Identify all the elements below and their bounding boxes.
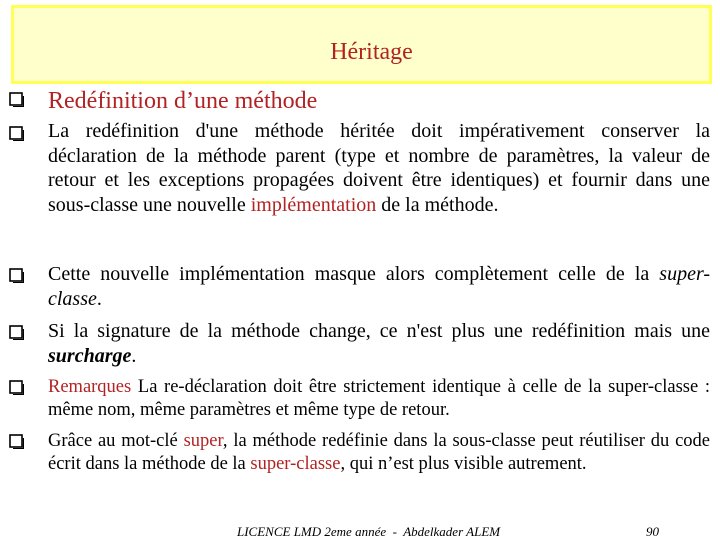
paragraph-super xyxy=(48,430,710,476)
bold-italic-surcharge: surcharge xyxy=(48,344,132,367)
highlight-implementation: implémentation xyxy=(250,193,377,216)
text-span: . xyxy=(131,344,137,367)
footer-credit: LICENCE LMD 2eme année - Abdelkader ALEM xyxy=(237,524,501,539)
text-span: Cette nouvelle implémentation masque alors complètement celle de la xyxy=(48,263,660,285)
highlight-super-classe: super-classe xyxy=(250,454,341,474)
section-heading: Redéfinition d’une méthode xyxy=(48,88,318,114)
paragraph-masking xyxy=(48,262,710,311)
square-bullet-icon xyxy=(9,434,24,449)
paragraph-surcharge xyxy=(48,319,710,368)
slide-title: Héritage xyxy=(330,39,413,65)
paragraph-remarques xyxy=(48,376,710,422)
text-span: La re-déclaration doit être strictement identique à celle de la super-classe : même nom, même paramètres et même type de retour. xyxy=(48,377,710,420)
square-bullet-icon xyxy=(9,92,24,107)
remarques-label: Remarques xyxy=(48,377,132,397)
italic-super-classe: super-classe xyxy=(48,263,710,310)
text-span: Grâce au mot-clé xyxy=(48,431,184,451)
text-span: , qui n’est plus visible autrement. xyxy=(340,454,587,474)
text-span: de la méthode. xyxy=(376,193,499,216)
keyword-super: super xyxy=(183,431,223,451)
square-bullet-icon xyxy=(9,325,24,340)
square-bullet-icon xyxy=(9,268,24,283)
text-span: La redéfinition d'une méthode héritée doit impérativement conserver la déclaration de la méthode parent (type et nombre de paramètres, la valeur de retour et les exceptions propagées doivent être identiques) et fournir dans une sous-classe une nouvelle xyxy=(48,120,710,216)
text-span: Si la signature de la méthode change, ce n'est plus une redéfinition mais une xyxy=(48,320,710,342)
slide-title-box xyxy=(11,5,712,84)
square-bullet-icon xyxy=(9,126,24,141)
text-span: . xyxy=(96,287,102,310)
page-number: 90 xyxy=(646,524,659,539)
paragraph-redefinition xyxy=(48,119,710,217)
text-span: , la méthode redéfinie dans la sous-classe peut réutiliser du code écrit dans la méthode de la xyxy=(48,431,711,474)
square-bullet-icon xyxy=(9,380,24,395)
